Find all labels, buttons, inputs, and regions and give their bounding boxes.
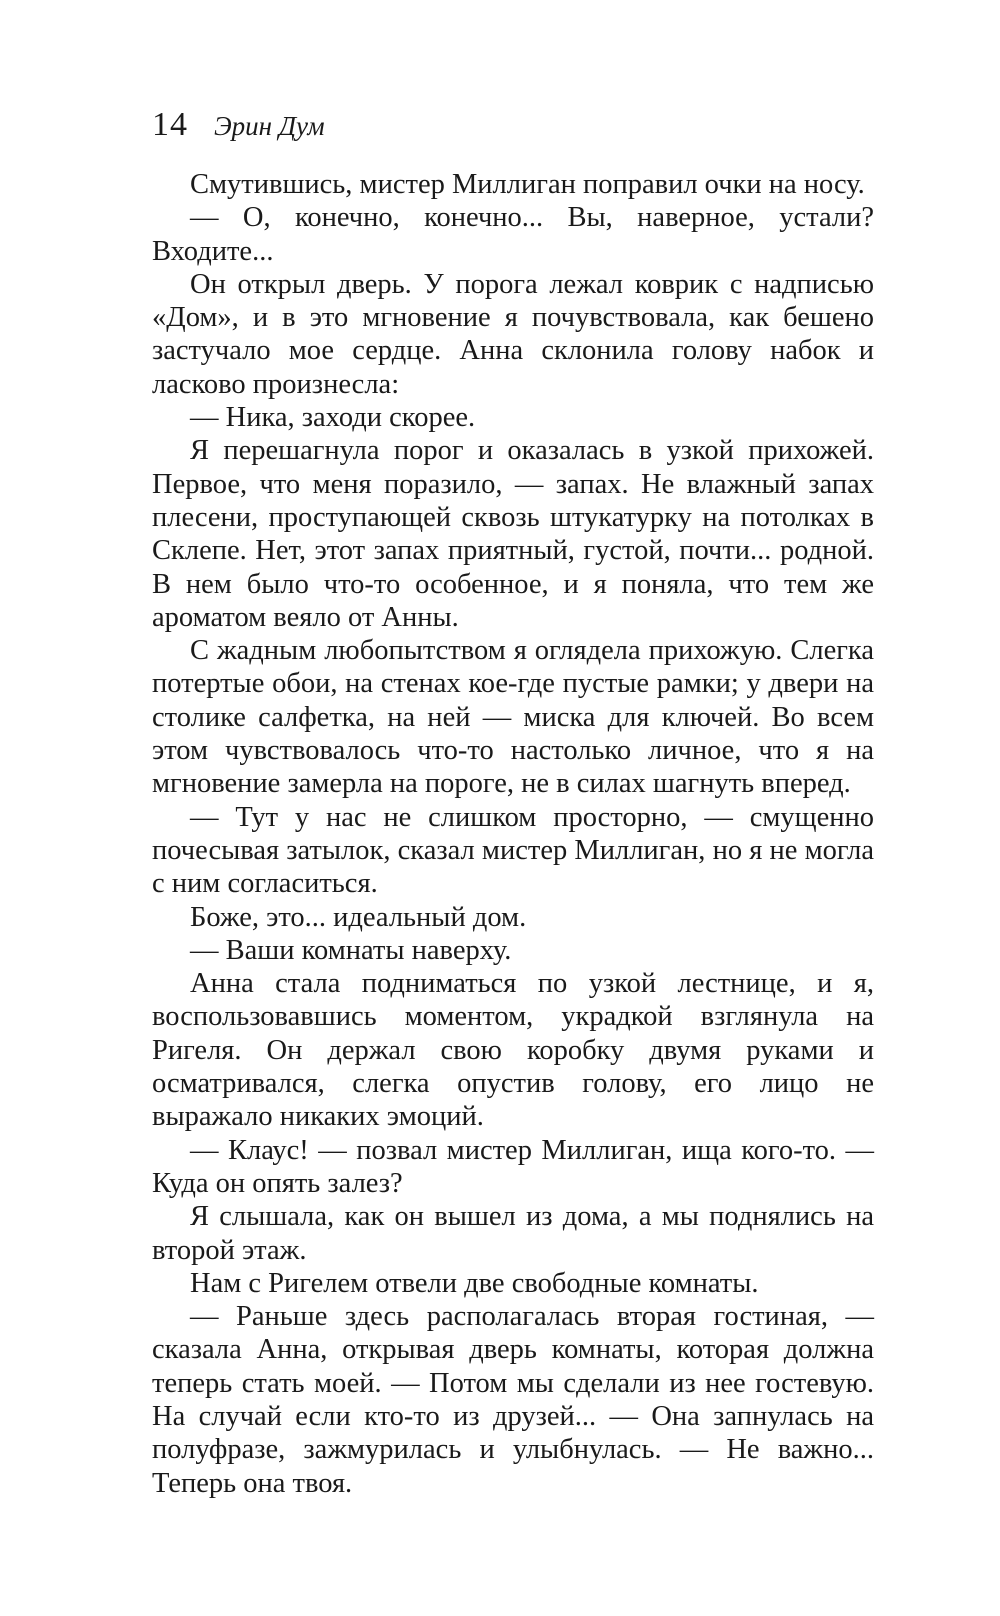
author-name: Эрин Дум — [214, 111, 325, 141]
paragraph: Анна стала подниматься по узкой лестнице, и я, воспользовавшись моментом, украдкой взглянула на Ригеля. Он держал свою коробку двумя руками и осматривался, слегка опустив голову, его лицо не выражало никаких эмоций. — [152, 968, 874, 1133]
paragraph: С жадным любопытством я оглядела прихожую. Слегка потертые обои, на стенах кое-где пустые рамки; у двери на столике салфетка, на ней — миска для ключей. Во всем этом чувствовалось что-то настолько личное, что я на мгновение замерла на пороге, не в силах шагнуть вперед. — [152, 635, 874, 800]
paragraph: Я слышала, как он вышел из дома, а мы поднялись на второй этаж. — [152, 1201, 874, 1266]
paragraph: — Ваши комнаты наверху. — [190, 934, 512, 966]
page-number: 14 — [152, 106, 188, 143]
paragraph: Я перешагнула порог и оказалась в узкой прихожей. Первое, что меня поразило, — запах. Не влажный запах плесени, проступающей сквозь штукатурку на потолках в Склепе. Нет, этот запах приятный, густой, почти... родной. В нем было что-то особенное, и я поняла, что тем же ароматом веяло от Анны. — [152, 435, 874, 633]
body-text — [152, 168, 874, 1500]
paragraph: — Раньше здесь располагалась вторая гостиная, — сказала Анна, открывая дверь комнаты, которая должна теперь стать моей. — Потом мы сделали из нее гостевую. На случай если кто-то из друзей... — Она запнулась на полуфразе, зажмурилась и улыбнулась. — Не важно... Теперь она твоя. — [152, 1301, 874, 1499]
paragraph: — Тут у нас не слишком просторно, — смущенно почесывая затылок, сказал мистер Миллиган, но я не могла с ним согласиться. — [152, 801, 874, 900]
paragraph: — Клаус! — позвал мистер Миллиган, ища кого-то. — Куда он опять залез? — [152, 1134, 874, 1199]
paragraph: Он открыл дверь. У порога лежал коврик с надписью «Дом», и в это мгновение я почувствовала, как бешено застучало мое сердце. Анна склонила голову набок и ласково произнесла: — [152, 268, 874, 400]
running-head — [152, 106, 325, 144]
paragraph: Смутившись, мистер Миллиган поправил очки на носу. — [190, 169, 865, 200]
paragraph: Нам с Ригелем отвели две свободные комнаты. — [190, 1267, 759, 1299]
paragraph: — О, конечно, конечно... Вы, наверное, устали? Входите... — [152, 202, 874, 267]
paragraph: Боже, это... идеальный дом. — [190, 901, 527, 933]
paragraph: — Ника, заходи скорее. — [190, 402, 476, 434]
